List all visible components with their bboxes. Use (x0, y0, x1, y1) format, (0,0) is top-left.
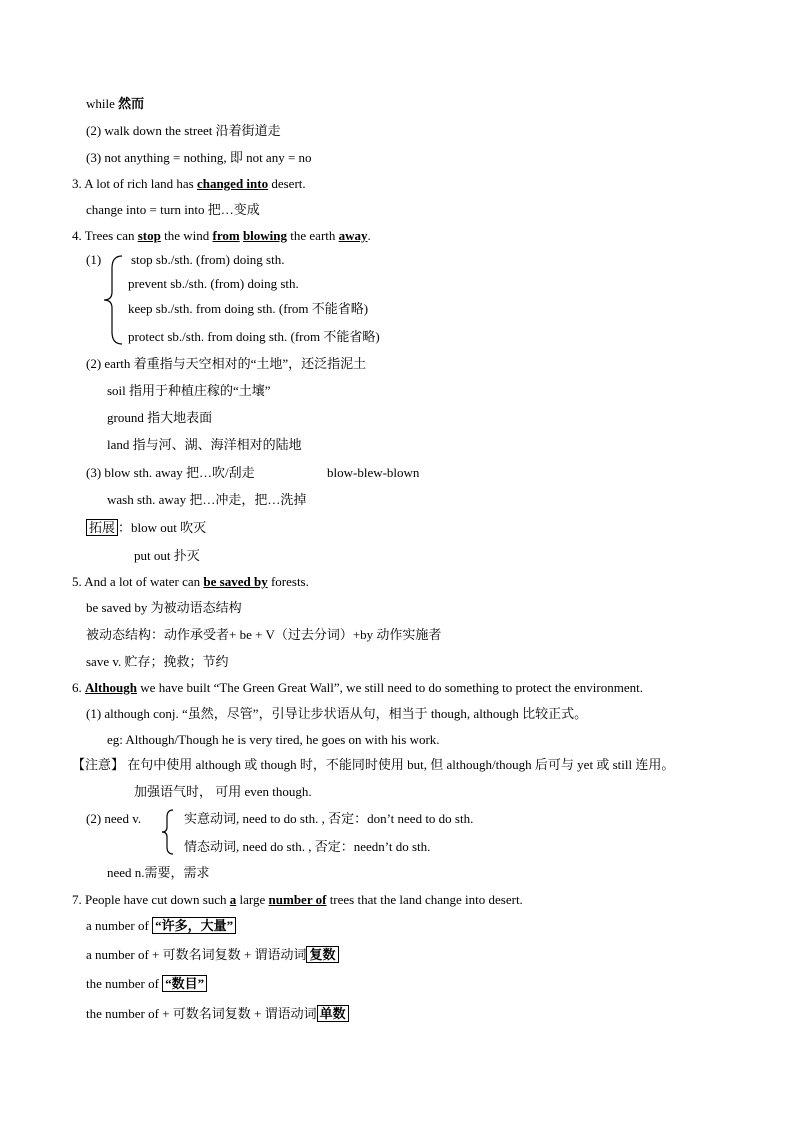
line-keep: keep sb./sth. from doing sth. (from 不能省略) (128, 301, 369, 316)
line-passive-structure: 被动态结构：动作承受者+ be + V（过去分词）+by 动作实施者 (86, 627, 442, 642)
key-word: from (212, 228, 240, 243)
line-wash-away: wash sth. away 把…冲走，把…洗掉 (107, 492, 307, 507)
line-blow-away: (3) blow sth. away 把…吹/刮走 (86, 465, 255, 480)
item-6 (72, 679, 643, 697)
line-note: 【注意】 在句中使用 although 或 though 时，不能同时使用 but, 但 although/though 后可与 yet 或 still 连用。 (72, 757, 675, 772)
left-brace-icon (100, 254, 126, 346)
line-land: land 指与河、湖、海洋相对的陆地 (107, 437, 302, 452)
line-need-v: (2) need v. (86, 811, 142, 826)
text-segment: we have built “The Green Great Wall”, we still need to do something to protect the environment. (137, 680, 643, 695)
text-segment: blow out 吹灭 (131, 520, 207, 535)
text-segment: while (86, 96, 119, 111)
text-segment: 7. People have cut down such (72, 892, 230, 907)
line-blow-forms: blow-blew-blown (327, 465, 420, 480)
item-3 (72, 175, 306, 193)
item-7 (72, 891, 523, 909)
line-while (86, 95, 144, 113)
line-example: eg: Although/Though he is very tired, he goes on with his work. (107, 732, 440, 747)
line-change-into: change into = turn into 把…变成 (86, 202, 260, 217)
text-segment: a number of (86, 918, 153, 933)
line-even-though: 加强语气时， 可用 even though. (134, 784, 312, 799)
text-segment: forests. (267, 574, 309, 589)
text-segment: the wind (160, 228, 213, 243)
text-segment: the earth (287, 228, 339, 243)
text-segment: 5. And a lot of water can (72, 574, 204, 589)
text-segment-bold: 然而 (118, 96, 145, 111)
item-4 (72, 227, 371, 245)
line-a-number-of-rule (86, 946, 339, 964)
key-word: a (229, 892, 237, 907)
line-earth: (2) earth 着重指与天空相对的“土地”，还泛指泥土 (86, 356, 367, 371)
line-need-notional: 实意动词, need to do sth. , 否定：don’t need to do sth. (184, 811, 474, 826)
line-soil: soil 指用于种植庄稼的“土壤” (107, 383, 271, 398)
text-segment: large (236, 892, 269, 907)
boxed-keyword: 复数 (306, 946, 338, 963)
text-segment: the number of + 可数名词复数 + 谓语动词 (86, 1006, 317, 1021)
key-word: away (338, 228, 368, 243)
line-save: save v. 贮存；挽救；节约 (86, 654, 229, 669)
line-be-saved-by: be saved by 为被动语态结构 (86, 600, 242, 615)
line-need-modal: 情态动词, need do sth. , 否定：needn’t do sth. (184, 839, 431, 854)
line-protect: protect sb./sth. from doing sth. (from 不能省略) (128, 329, 380, 344)
key-word: Although (85, 680, 138, 695)
text-segment: 3. A lot of rich land has (72, 176, 197, 191)
boxed-keyword: 单数 (317, 1005, 349, 1022)
line-although: (1) although conj. “虽然，尽管”，引导让步状语从句，相当于 though, although 比较正式。 (86, 706, 588, 721)
boxed-meaning: “数目” (162, 975, 207, 992)
extension-line (86, 519, 206, 537)
line-the-number-of (86, 975, 207, 993)
line-ground: ground 指大地表面 (107, 410, 213, 425)
line-put-out: put out 扑灭 (134, 548, 200, 563)
left-brace-icon (160, 808, 176, 856)
line-need-n: need n.需要，需求 (107, 865, 210, 880)
key-phrase: be saved by (203, 574, 268, 589)
text-segment: trees that the land change into desert. (326, 892, 523, 907)
key-word: stop (137, 228, 161, 243)
line-stop: stop sb./sth. (from) doing sth. (131, 252, 285, 267)
key-word: blowing (242, 228, 288, 243)
text-segment: 4. Trees can (72, 228, 138, 243)
text-segment: desert. (268, 176, 306, 191)
key-phrase: changed into (196, 176, 269, 191)
boxed-meaning: “许多，大量” (152, 917, 236, 934)
line-the-number-of-rule (86, 1005, 349, 1023)
key-phrase: number of (268, 892, 327, 907)
text-segment: ： (118, 520, 132, 535)
line-not-anything: (3) not anything = nothing, 即 not any = no (86, 150, 312, 165)
text-segment: the number of (86, 976, 163, 991)
text-segment: a number of + 可数名词复数 + 谓语动词 (86, 947, 307, 962)
item-5 (72, 573, 309, 591)
extension-label: 拓展 (86, 519, 118, 536)
line-prevent: prevent sb./sth. (from) doing sth. (128, 276, 299, 291)
text-segment: . (367, 228, 371, 243)
line-a-number-of (86, 917, 236, 935)
item-4-1-number: (1) (86, 252, 102, 267)
text-segment: 6. (72, 680, 85, 695)
line-walk-down: (2) walk down the street 沿着街道走 (86, 123, 281, 138)
